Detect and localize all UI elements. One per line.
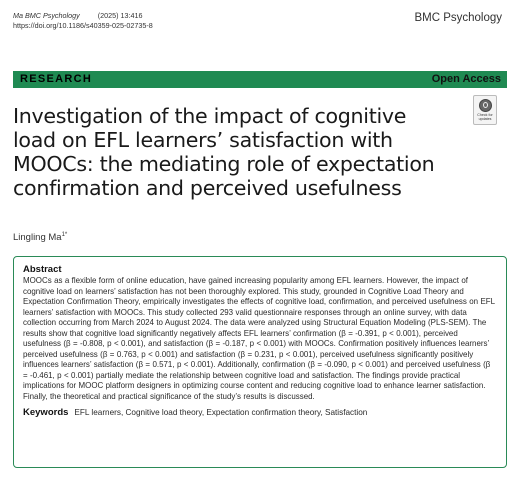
check-updates-icon xyxy=(479,99,492,112)
open-access-label: Open Access xyxy=(431,73,501,85)
keywords-line xyxy=(23,407,497,418)
abstract-text: MOOCs as a flexible form of online education, have gained increasing popularity among EFL learners. However, the impact of cognitive load on learners’ satisfaction has not been thoroughly explored. This study, grounded in Cognitive Load Theory and Expectation Confirmation Theory, empirically investigates the effects of cognitive load, confirmation, and perceived usefulness on EFL learners’ satisfaction with MOOCs. This study collected 293 valid questionnaire responses through an online survey, with data collection occurring from March 2024 to August 2024. The data were analyzed using Structural Equation Modeling (PLS-SEM). The results show that cognitive load significantly negatively affects EFL learners’ confirmation (β = -0.391, p < 0.001), perceived usefulness (β = -0.808, p < 0.001), and satisfaction (β = -0.187, p < 0.001) with MOOCs. Confirmation positively influences learners’ perceived usefulness (β = 0.763, p < 0.001) and satisfaction (β = 0.231, p < 0.001), perceived usefulness significantly positively influences learners’ satisfaction (β = 0.571, p < 0.001). Additionally, confirmation (β = -0.090, p < 0.001) and perceived usefulness (β = -0.461, p < 0.001) partially mediate the relationship between cognitive load and satisfaction. The findings provide practical implications for MOOC platform designers in optimizing course content and reducing cognitive load to enhance learner satisfaction. Finally, the theoretical and practical significance of the study’s results is discussed. xyxy=(23,276,495,401)
section-label: RESEARCH xyxy=(20,73,93,85)
journal-citation: Ma BMC Psychology xyxy=(13,11,80,20)
abstract-box xyxy=(13,256,507,468)
year-volume: (2025) 13:416 xyxy=(97,11,143,20)
citation-header xyxy=(13,11,507,39)
research-banner xyxy=(13,71,507,88)
journal-brand: BMC Psychology xyxy=(414,12,502,24)
article-title: Investigation of the impact of cognitive load on EFL learners’ satisfaction with MOOCs: the mediating role of expectation confirmation and perceived usefulness xyxy=(13,104,435,200)
badge-line-2: updates xyxy=(478,117,492,121)
keywords-label: Keywords xyxy=(23,407,69,418)
abstract-heading: Abstract xyxy=(23,264,62,275)
check-for-updates-badge[interactable] xyxy=(473,95,497,125)
author-name[interactable]: Lingling Ma xyxy=(13,232,62,244)
author-line xyxy=(13,232,67,243)
doi-link[interactable]: https://doi.org/10.1186/s40359-025-02735-8 xyxy=(13,21,153,30)
keywords-list: EFL learners, Cognitive load theory, Expectation confirmation theory, Satisfaction xyxy=(74,408,368,417)
badge-line-1: Check for xyxy=(477,113,493,117)
author-affiliation-mark: 1* xyxy=(61,232,68,238)
